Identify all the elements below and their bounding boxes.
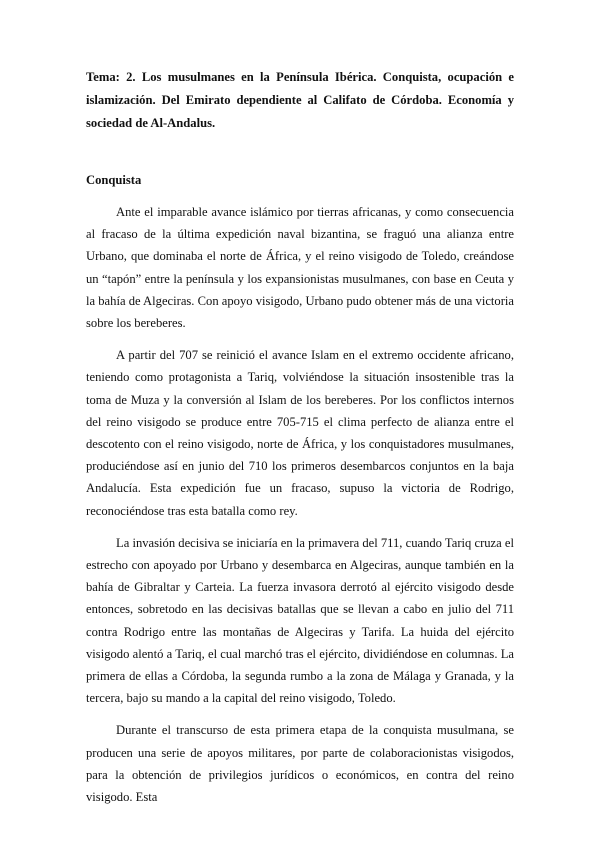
paragraph-2: A partir del 707 se reinició el avance Islam en el extremo occidente africano, teniendo como protagonista a Tariq, volviéndose la situación insostenible tras la toma de Muza y la conversión al Islam de los bereberes. Por los conflictos internos del reino visigodo se produce entre 705-715 el clima perfecto de alianza entre el descotento con el reino visigodo, norte de África, y los conquistadores musulmanes, produciéndose así en junio del 710 los primeros desembarcos conjuntos en la baja Andalucía. Esta expedición fue un fracaso, supuso la victoria de Rodrigo, reconociéndose tras esta batalla como rey. bbox=[86, 348, 514, 518]
document-title: Tema: 2. Los musulmanes en la Península Ibérica. Conquista, ocupación e islamización. Del Emirato dependiente al Califato de Córdoba. Economía y sociedad de Al-Andalus. bbox=[86, 70, 514, 130]
paragraph-1: Ante el imparable avance islámico por tierras africanas, y como consecuencia al fracaso de la última expedición naval bizantina, se fraguó una alianza entre Urbano, que dominaba el norte de África, y el reino visigodo de Toledo, creándose un “tapón” entre la península y los expansionistas musulmanes, con base en Ceuta y la bahía de Algeciras. Con apoyo visigodo, Urbano pudo obtener más de una victoria sobre los bereberes. bbox=[86, 205, 514, 331]
section-heading: Conquista bbox=[86, 173, 142, 187]
paragraph-3: La invasión decisiva se iniciaría en la primavera del 711, cuando Tariq cruza el estrecho con apoyado por Urbano y desembarca en Algeciras, aunque también en la bahía de Gibraltar y Carteia. La fuerza invasora derrotó al ejército visigodo desde entonces, sobretodo en las decisivas batallas que se llevan a cabo en julio del 711 contra Rodrigo entre las montañas de Algeciras y Tarifa. La huida del ejército visigodo alentó a Tariq, el cual marchó tras el ejército, dividiéndose en columnas. La primera de ellas a Córdoba, la segunda rumbo a la zona de Málaga y Granada, y la tercera, bajo su mando a la capital del reino visigodo, Toledo. bbox=[86, 535, 514, 706]
document-page bbox=[86, 66, 514, 818]
paragraph-4: Durante el transcurso de esta primera etapa de la conquista musulmana, se producen una serie de apoyos militares, por parte de colaboracionistas visigodos, para la obtención de privilegios jurídicos o económicos, en contra del reino visigodo. Esta bbox=[86, 723, 514, 805]
